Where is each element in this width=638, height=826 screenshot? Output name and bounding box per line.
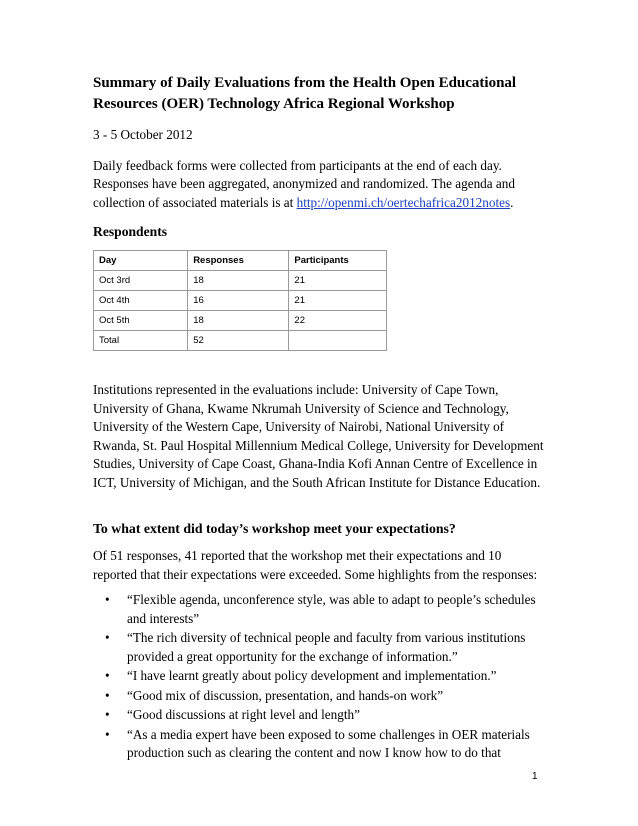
table-row: [94, 291, 387, 311]
quote-text: “I have learnt greatly about policy development and implementation.”: [127, 668, 497, 683]
bullet-icon: •: [105, 687, 110, 703]
bullet-icon: •: [105, 668, 110, 683]
cell-participants: 21: [289, 271, 387, 291]
cell-participants: 22: [289, 311, 387, 331]
cell-day: Total: [94, 331, 188, 351]
bullet-icon: •: [105, 726, 110, 742]
notes-link[interactable]: http://openmi.ch/oertechafrica2012notes: [296, 194, 511, 210]
responses-paragraph: Of 51 responses, 41 reported that the workshop met their expectations and 10 reported that their expectations were exceeded. Some highlights from the responses:: [93, 548, 538, 582]
header-responses: Responses: [188, 251, 289, 271]
table-row: [94, 311, 387, 331]
list-item: [105, 726, 548, 763]
table-header-row: [94, 251, 387, 271]
bullet-icon: •: [105, 707, 110, 722]
cell-responses: 16: [188, 291, 289, 311]
workshop-date: 3 - 5 October 2012: [93, 127, 193, 142]
list-item: [105, 591, 548, 628]
bullet-icon: •: [105, 630, 110, 645]
list-item: [105, 629, 548, 666]
cell-responses: 18: [188, 271, 289, 291]
list-item: [105, 706, 548, 725]
institutions-paragraph: Institutions represented in the evaluations include: University of Cape Town, University of Ghana, Kwame Nkrumah University of Science and Technology, University of the Western Cape, University of Nairobi, National University of Rwanda, St. Paul Hospital Millennium Medical College, University for Development Studies, University of Cape Coast, Ghana-India Kofi Annan Centre of Excellence in ICT, University of Michigan, and the South African Institute for Distance Education.: [93, 382, 544, 490]
respondents-heading: Respondents: [93, 224, 168, 239]
header-participants: Participants: [289, 251, 387, 271]
cell-responses: 52: [188, 331, 289, 351]
quote-text: “As a media expert have been exposed to some challenges in OER materials production such as clearing the content and now I know how to do that: [127, 726, 530, 760]
respondents-table: [93, 250, 387, 351]
header-day: Day: [94, 251, 188, 271]
quote-text: “Flexible agenda, unconference style, was able to adapt to people’s schedules and interests”: [127, 592, 536, 626]
cell-participants: 21: [289, 291, 387, 311]
cell-day: Oct 4th: [94, 291, 188, 311]
table-row: [94, 331, 387, 351]
quote-text: “Good discussions at right level and length”: [127, 707, 360, 722]
list-item: [105, 687, 548, 706]
document-title: Summary of Daily Evaluations from the Health Open Educational Resources (OER) Technology Africa Regional Workshop: [93, 75, 517, 112]
quotes-list: [93, 591, 548, 763]
cell-day: Oct 5th: [94, 311, 188, 331]
question-heading: To what extent did today’s workshop meet your expectations?: [93, 521, 456, 536]
table-row: [94, 271, 387, 291]
quote-text: “The rich diversity of technical people and faculty from various institutions provided a great opportunity for the exchange of information.”: [127, 630, 526, 664]
intro-end: .: [510, 194, 514, 210]
cell-responses: 18: [188, 311, 289, 331]
document-page: [93, 73, 548, 764]
bullet-icon: •: [105, 592, 110, 607]
cell-participants: [289, 331, 387, 351]
list-item: [105, 667, 548, 686]
cell-day: Oct 3rd: [94, 271, 188, 291]
intro-text: Daily feedback forms were collected from participants at the end of each day. Responses have been aggregated, anonymized and randomized. The agenda and collection of associated materials is at: [93, 157, 515, 210]
page-number: 1: [532, 771, 538, 782]
intro-paragraph: [93, 157, 548, 213]
quote-text: “Good mix of discussion, presentation, and hands-on work”: [127, 687, 444, 703]
